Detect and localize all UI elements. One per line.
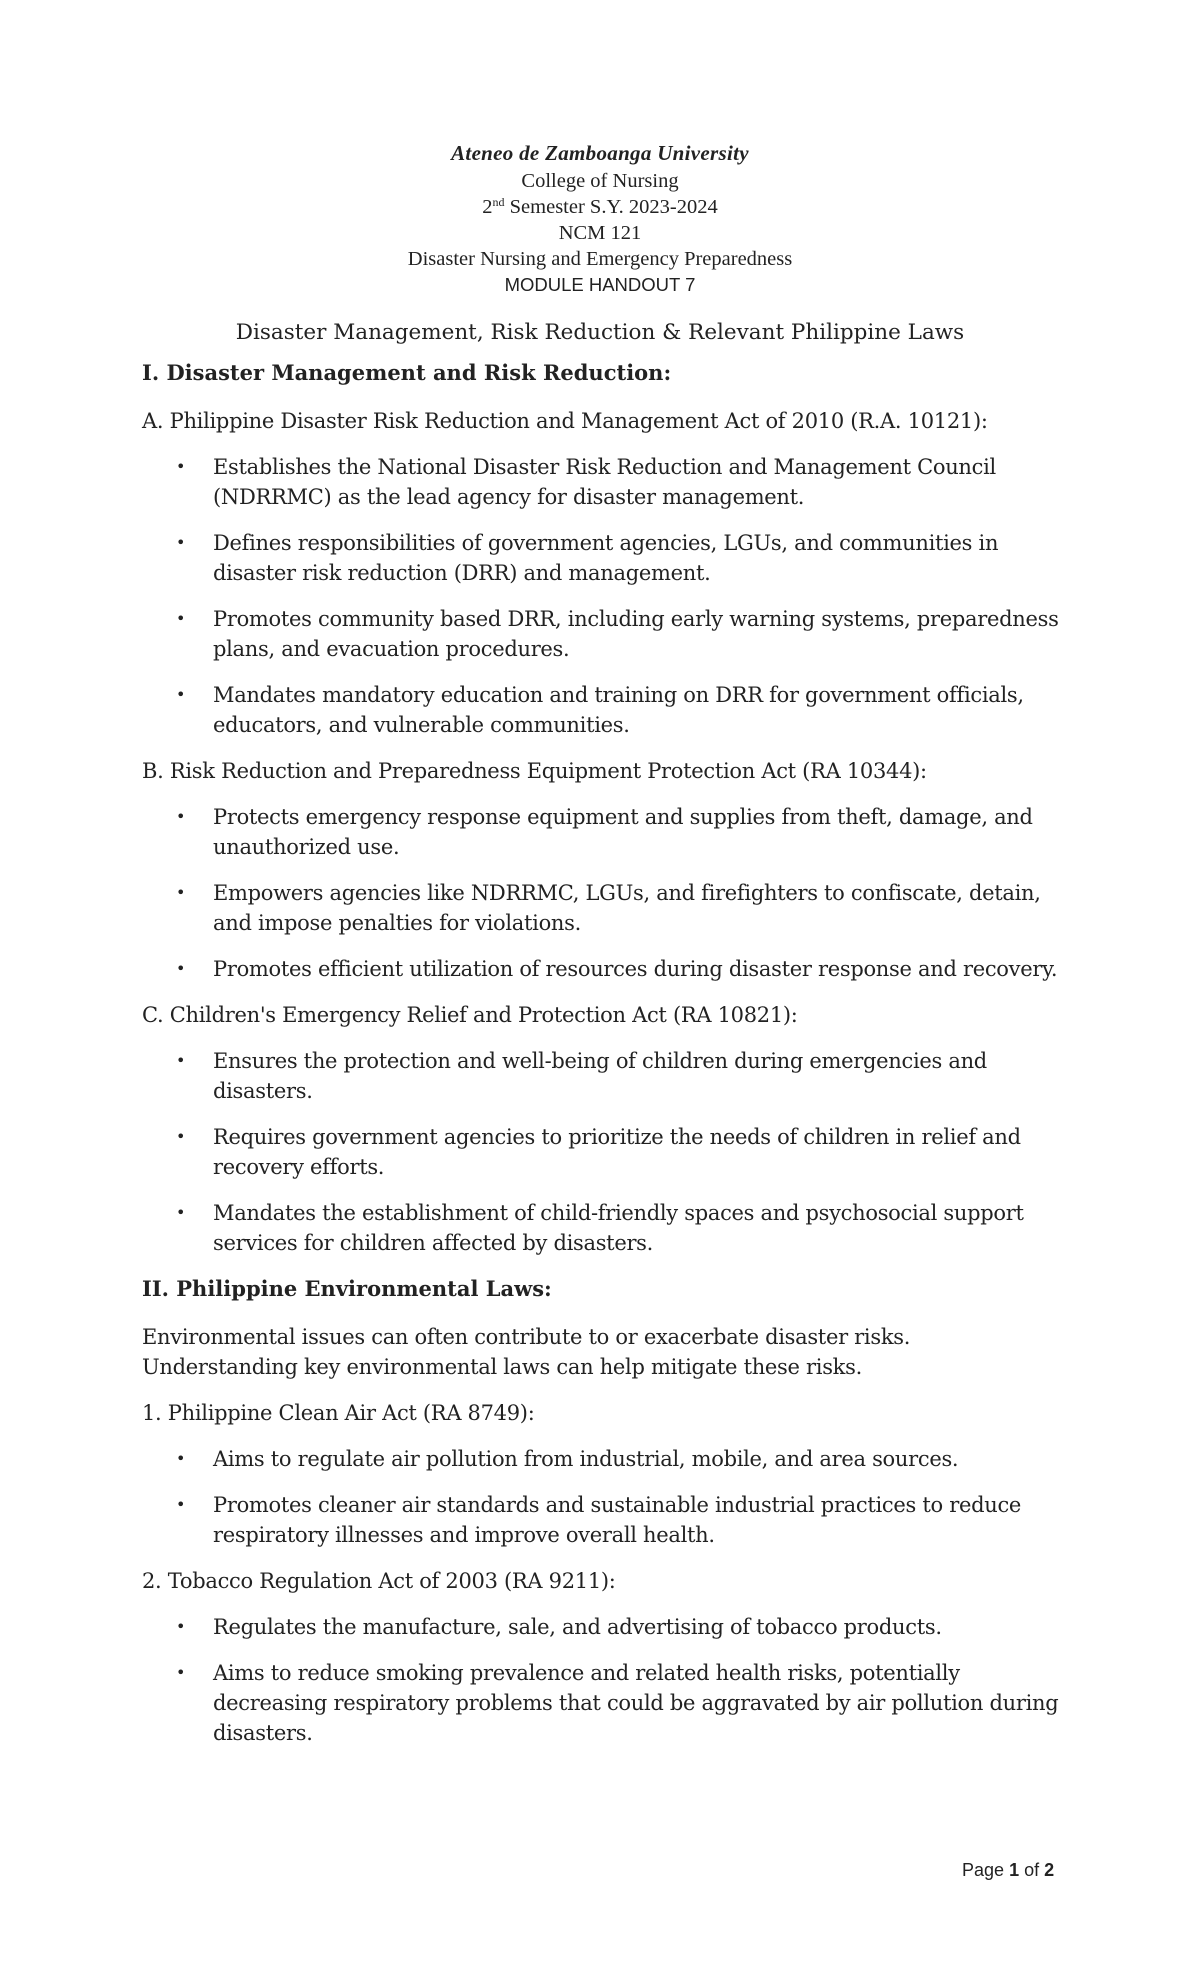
- list-item-text: Establishes the National Disaster Risk Reduction and Management Council (NDRRMC) as the lead agency for disaster management.: [213, 455, 996, 509]
- bullet-list: [142, 1444, 1072, 1550]
- subsection-heading: 2. Tobacco Regulation Act of 2003 (RA 9211):: [142, 1569, 616, 1593]
- of-word: of: [1024, 1860, 1040, 1880]
- list-item-text: Promotes cleaner air standards and sustainable industrial practices to reduce respiratory illnesses and improve overall health.: [213, 1493, 1022, 1547]
- bullet-list: [142, 1612, 1072, 1748]
- list-item: [142, 604, 1072, 664]
- list-item-text: Promotes efficient utilization of resources during disaster response and recovery.: [213, 957, 1058, 981]
- list-item: [142, 878, 1072, 938]
- semester-line: [0, 194, 1200, 220]
- list-item-text: Mandates mandatory education and training on DRR for government officials, educators, and vulnerable communities.: [213, 683, 1024, 737]
- page-word: Page: [962, 1860, 1005, 1880]
- list-item: [142, 680, 1072, 740]
- document-subtitle: Disaster Management, Risk Reduction & Relevant Philippine Laws: [235, 320, 965, 345]
- list-item: [142, 1490, 1072, 1550]
- bullet-icon: •: [176, 1617, 186, 1636]
- list-item-text: Aims to reduce smoking prevalence and related health risks, potentially decreasing respiratory problems that could be aggravated by air pollution during disasters.: [213, 1661, 1059, 1745]
- list-item-text: Promotes community based DRR, including early warning systems, preparedness plans, and evacuation procedures.: [213, 607, 1059, 661]
- list-item: [142, 1612, 1072, 1642]
- bullet-icon: •: [176, 457, 186, 476]
- bullet-icon: •: [176, 1663, 186, 1682]
- bullet-icon: •: [176, 1203, 186, 1222]
- subsection-heading: C. Children's Emergency Relief and Protection Act (RA 10821):: [142, 1003, 798, 1027]
- list-item-text: Requires government agencies to prioritize the needs of children in relief and recovery efforts.: [213, 1125, 1021, 1179]
- list-item-text: Aims to regulate air pollution from industrial, mobile, and area sources.: [213, 1447, 959, 1471]
- bullet-icon: •: [176, 1127, 186, 1146]
- bullet-list: [142, 802, 1072, 984]
- list-item: [142, 1122, 1072, 1182]
- list-item-text: Defines responsibilities of government agencies, LGUs, and communities in disaster risk reduction (DRR) and management.: [213, 531, 999, 585]
- university-name: Ateneo de Zamboanga University: [451, 141, 749, 165]
- section-heading: I. Disaster Management and Risk Reduction:: [142, 360, 672, 385]
- bullet-icon: •: [176, 807, 186, 826]
- bullet-icon: •: [176, 1051, 186, 1070]
- course-code: NCM 121: [558, 222, 642, 244]
- page-number: [962, 1858, 1054, 1882]
- list-item-text: Regulates the manufacture, sale, and advertising of tobacco products.: [213, 1615, 942, 1639]
- bullet-list: [142, 452, 1072, 740]
- list-item-text: Empowers agencies like NDRRMC, LGUs, and firefighters to confiscate, detain, and impose penalties for violations.: [213, 881, 1041, 935]
- document-body: [142, 358, 1072, 1764]
- subsection-heading: A. Philippine Disaster Risk Reduction and Management Act of 2010 (R.A. 10121):: [142, 409, 988, 433]
- list-item: [142, 1658, 1072, 1748]
- list-item-text: Ensures the protection and well-being of children during emergencies and disasters.: [213, 1049, 987, 1103]
- bullet-icon: •: [176, 959, 186, 978]
- list-item: [142, 1198, 1072, 1258]
- bullet-icon: •: [176, 1449, 186, 1468]
- bullet-icon: •: [176, 883, 186, 902]
- bullet-icon: •: [176, 533, 186, 552]
- list-item-text: Mandates the establishment of child-friendly spaces and psychosocial support services for children affected by disasters.: [213, 1201, 1024, 1255]
- section-heading: II. Philippine Environmental Laws:: [142, 1276, 552, 1301]
- semester-ordinal: nd: [492, 195, 505, 209]
- course-title: Disaster Nursing and Emergency Preparedness: [407, 248, 793, 270]
- semester-number: 2: [482, 196, 493, 218]
- bullet-icon: •: [176, 609, 186, 628]
- module-label: MODULE HANDOUT 7: [504, 274, 696, 295]
- list-item: [142, 528, 1072, 588]
- list-item-text: Protects emergency response equipment and supplies from theft, damage, and unauthorized use.: [213, 805, 1033, 859]
- bullet-icon: •: [176, 685, 186, 704]
- list-item: [142, 1444, 1072, 1474]
- subsection-heading: B. Risk Reduction and Preparedness Equipment Protection Act (RA 10344):: [142, 759, 927, 783]
- bullet-list: [142, 1046, 1072, 1258]
- section-intro: Environmental issues can often contribute to or exacerbate disaster risks. Understanding key environmental laws can help mitigate these risks.: [142, 1325, 911, 1379]
- list-item: [142, 954, 1072, 984]
- subsection-heading: 1. Philippine Clean Air Act (RA 8749):: [142, 1401, 535, 1425]
- semester-text: Semester S.Y. 2023-2024: [504, 196, 718, 218]
- list-item: [142, 452, 1072, 512]
- page-current: 1: [1009, 1860, 1020, 1880]
- page-total: 2: [1044, 1860, 1055, 1880]
- document-header: [0, 138, 1200, 348]
- list-item: [142, 1046, 1072, 1106]
- bullet-icon: •: [176, 1495, 186, 1514]
- college-name: College of Nursing: [521, 170, 679, 192]
- list-item: [142, 802, 1072, 862]
